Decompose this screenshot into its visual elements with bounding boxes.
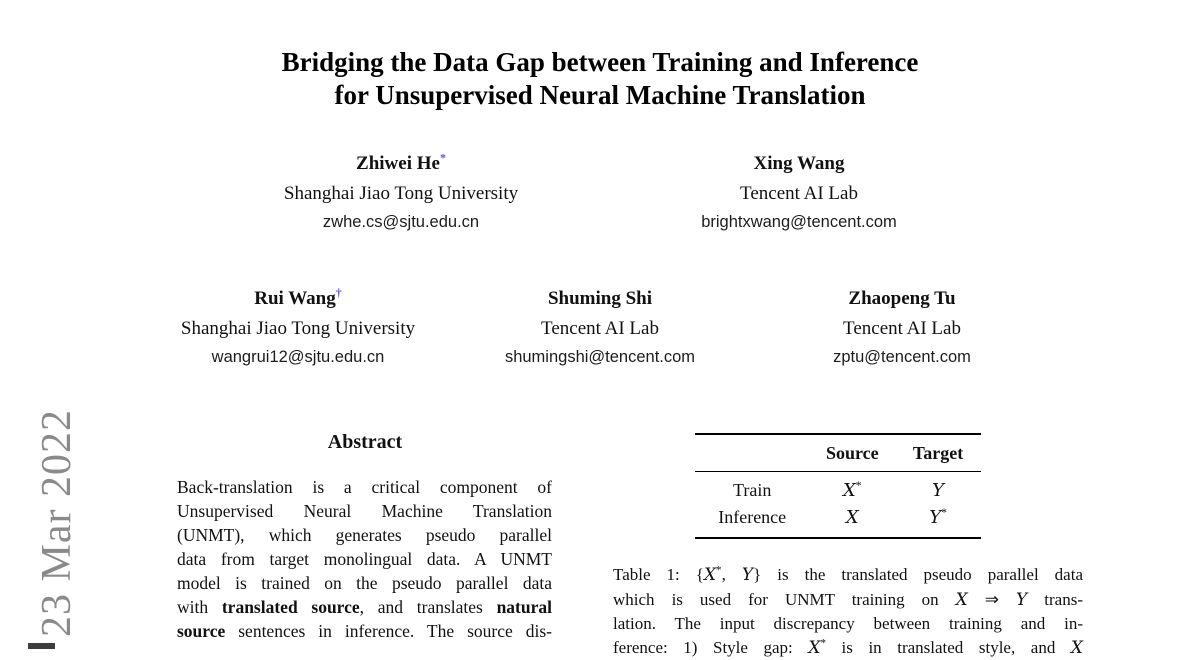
text-line: Table 1: {X*, Y} is the translated pseudo parallel data bbox=[613, 563, 1083, 588]
row-label: Train bbox=[695, 477, 809, 504]
author-email: brightxwang@tencent.com bbox=[600, 208, 998, 237]
text-line: Back-translation is a critical component of bbox=[177, 475, 552, 499]
author-affiliation: Shanghai Jiao Tong University bbox=[202, 179, 600, 208]
author-affiliation: Tencent AI Lab bbox=[600, 179, 998, 208]
row-source-value: X* bbox=[809, 477, 895, 504]
table-bottom-rule bbox=[695, 537, 981, 539]
author-affiliation: Tencent AI Lab bbox=[751, 314, 1053, 343]
author-name bbox=[751, 284, 1053, 314]
two-column-content bbox=[0, 431, 1200, 660]
abstract-heading: Abstract bbox=[150, 431, 580, 454]
author-email: shumingshi@tencent.com bbox=[449, 343, 751, 372]
text-line: which is used for UNMT training on X ⇒ Y trans- bbox=[613, 588, 1083, 613]
left-column bbox=[150, 431, 580, 660]
author-block-zhaopeng-tu bbox=[751, 284, 1053, 372]
author-email: wangrui12@sjtu.edu.cn bbox=[147, 343, 449, 372]
author-name bbox=[147, 284, 449, 314]
author-email: zwhe.cs@sjtu.edu.cn bbox=[202, 208, 600, 237]
author-name-text: Shuming Shi bbox=[548, 288, 652, 309]
row-source-value: X bbox=[809, 504, 895, 531]
text-line: ference: 1) Style gap: X* is in translated style, and X bbox=[613, 636, 1083, 660]
text-line: source sentences in inference. The source dis- bbox=[177, 619, 552, 643]
table-1-caption bbox=[613, 563, 1083, 660]
table-header-source: Source bbox=[809, 440, 895, 466]
text-line: lation. The input discrepancy between training and in- bbox=[613, 612, 1083, 636]
author-name-text: Zhaopeng Tu bbox=[848, 288, 955, 309]
text-line: with translated source, and translates natural bbox=[177, 595, 552, 619]
title-line2: for Unsupervised Neural Machine Translation bbox=[334, 80, 865, 110]
right-column bbox=[613, 431, 1083, 660]
author-name bbox=[449, 284, 751, 314]
author-name-text: Zhiwei He bbox=[356, 153, 440, 174]
text-line: (UNMT), which generates pseudo parallel bbox=[177, 523, 552, 547]
author-row-1 bbox=[0, 149, 1200, 237]
author-name bbox=[202, 149, 600, 179]
author-block-shuming-shi bbox=[449, 284, 751, 372]
arxiv-watermark: 23 Mar 2022 bbox=[33, 409, 81, 637]
table-header-target: Target bbox=[895, 440, 981, 466]
author-email: zptu@tencent.com bbox=[751, 343, 1053, 372]
text-line: model is trained on the pseudo parallel data bbox=[177, 571, 552, 595]
abstract-body bbox=[150, 475, 552, 643]
author-affiliation: Shanghai Jiao Tong University bbox=[147, 314, 449, 343]
footnote-dagger-mark: † bbox=[336, 286, 342, 300]
paper-title bbox=[0, 0, 1200, 112]
row-label: Inference bbox=[695, 504, 809, 531]
author-block-xing-wang bbox=[600, 149, 998, 237]
footnote-asterisk-mark: * bbox=[440, 151, 446, 165]
author-affiliation: Tencent AI Lab bbox=[449, 314, 751, 343]
table-1 bbox=[695, 433, 981, 539]
title-line1: Bridging the Data Gap between Training and Inference bbox=[282, 47, 919, 77]
author-block-zhiwei-he bbox=[202, 149, 600, 237]
row-target-value: Y* bbox=[895, 504, 981, 531]
table-header-row bbox=[695, 435, 981, 471]
text-line: data from target monolingual data. A UNMT bbox=[177, 547, 552, 571]
author-block-rui-wang bbox=[147, 284, 449, 372]
author-name-text: Rui Wang bbox=[254, 288, 336, 309]
author-row-2 bbox=[0, 284, 1200, 372]
arxiv-watermark-clipped-text bbox=[28, 643, 55, 649]
table-row-inference bbox=[695, 504, 981, 531]
author-name bbox=[600, 149, 998, 179]
table-row-train bbox=[695, 477, 981, 504]
table-body bbox=[695, 472, 981, 537]
row-target-value: Y bbox=[895, 477, 981, 504]
text-line: Unsupervised Neural Machine Translation bbox=[177, 499, 552, 523]
author-name-text: Xing Wang bbox=[754, 153, 845, 174]
